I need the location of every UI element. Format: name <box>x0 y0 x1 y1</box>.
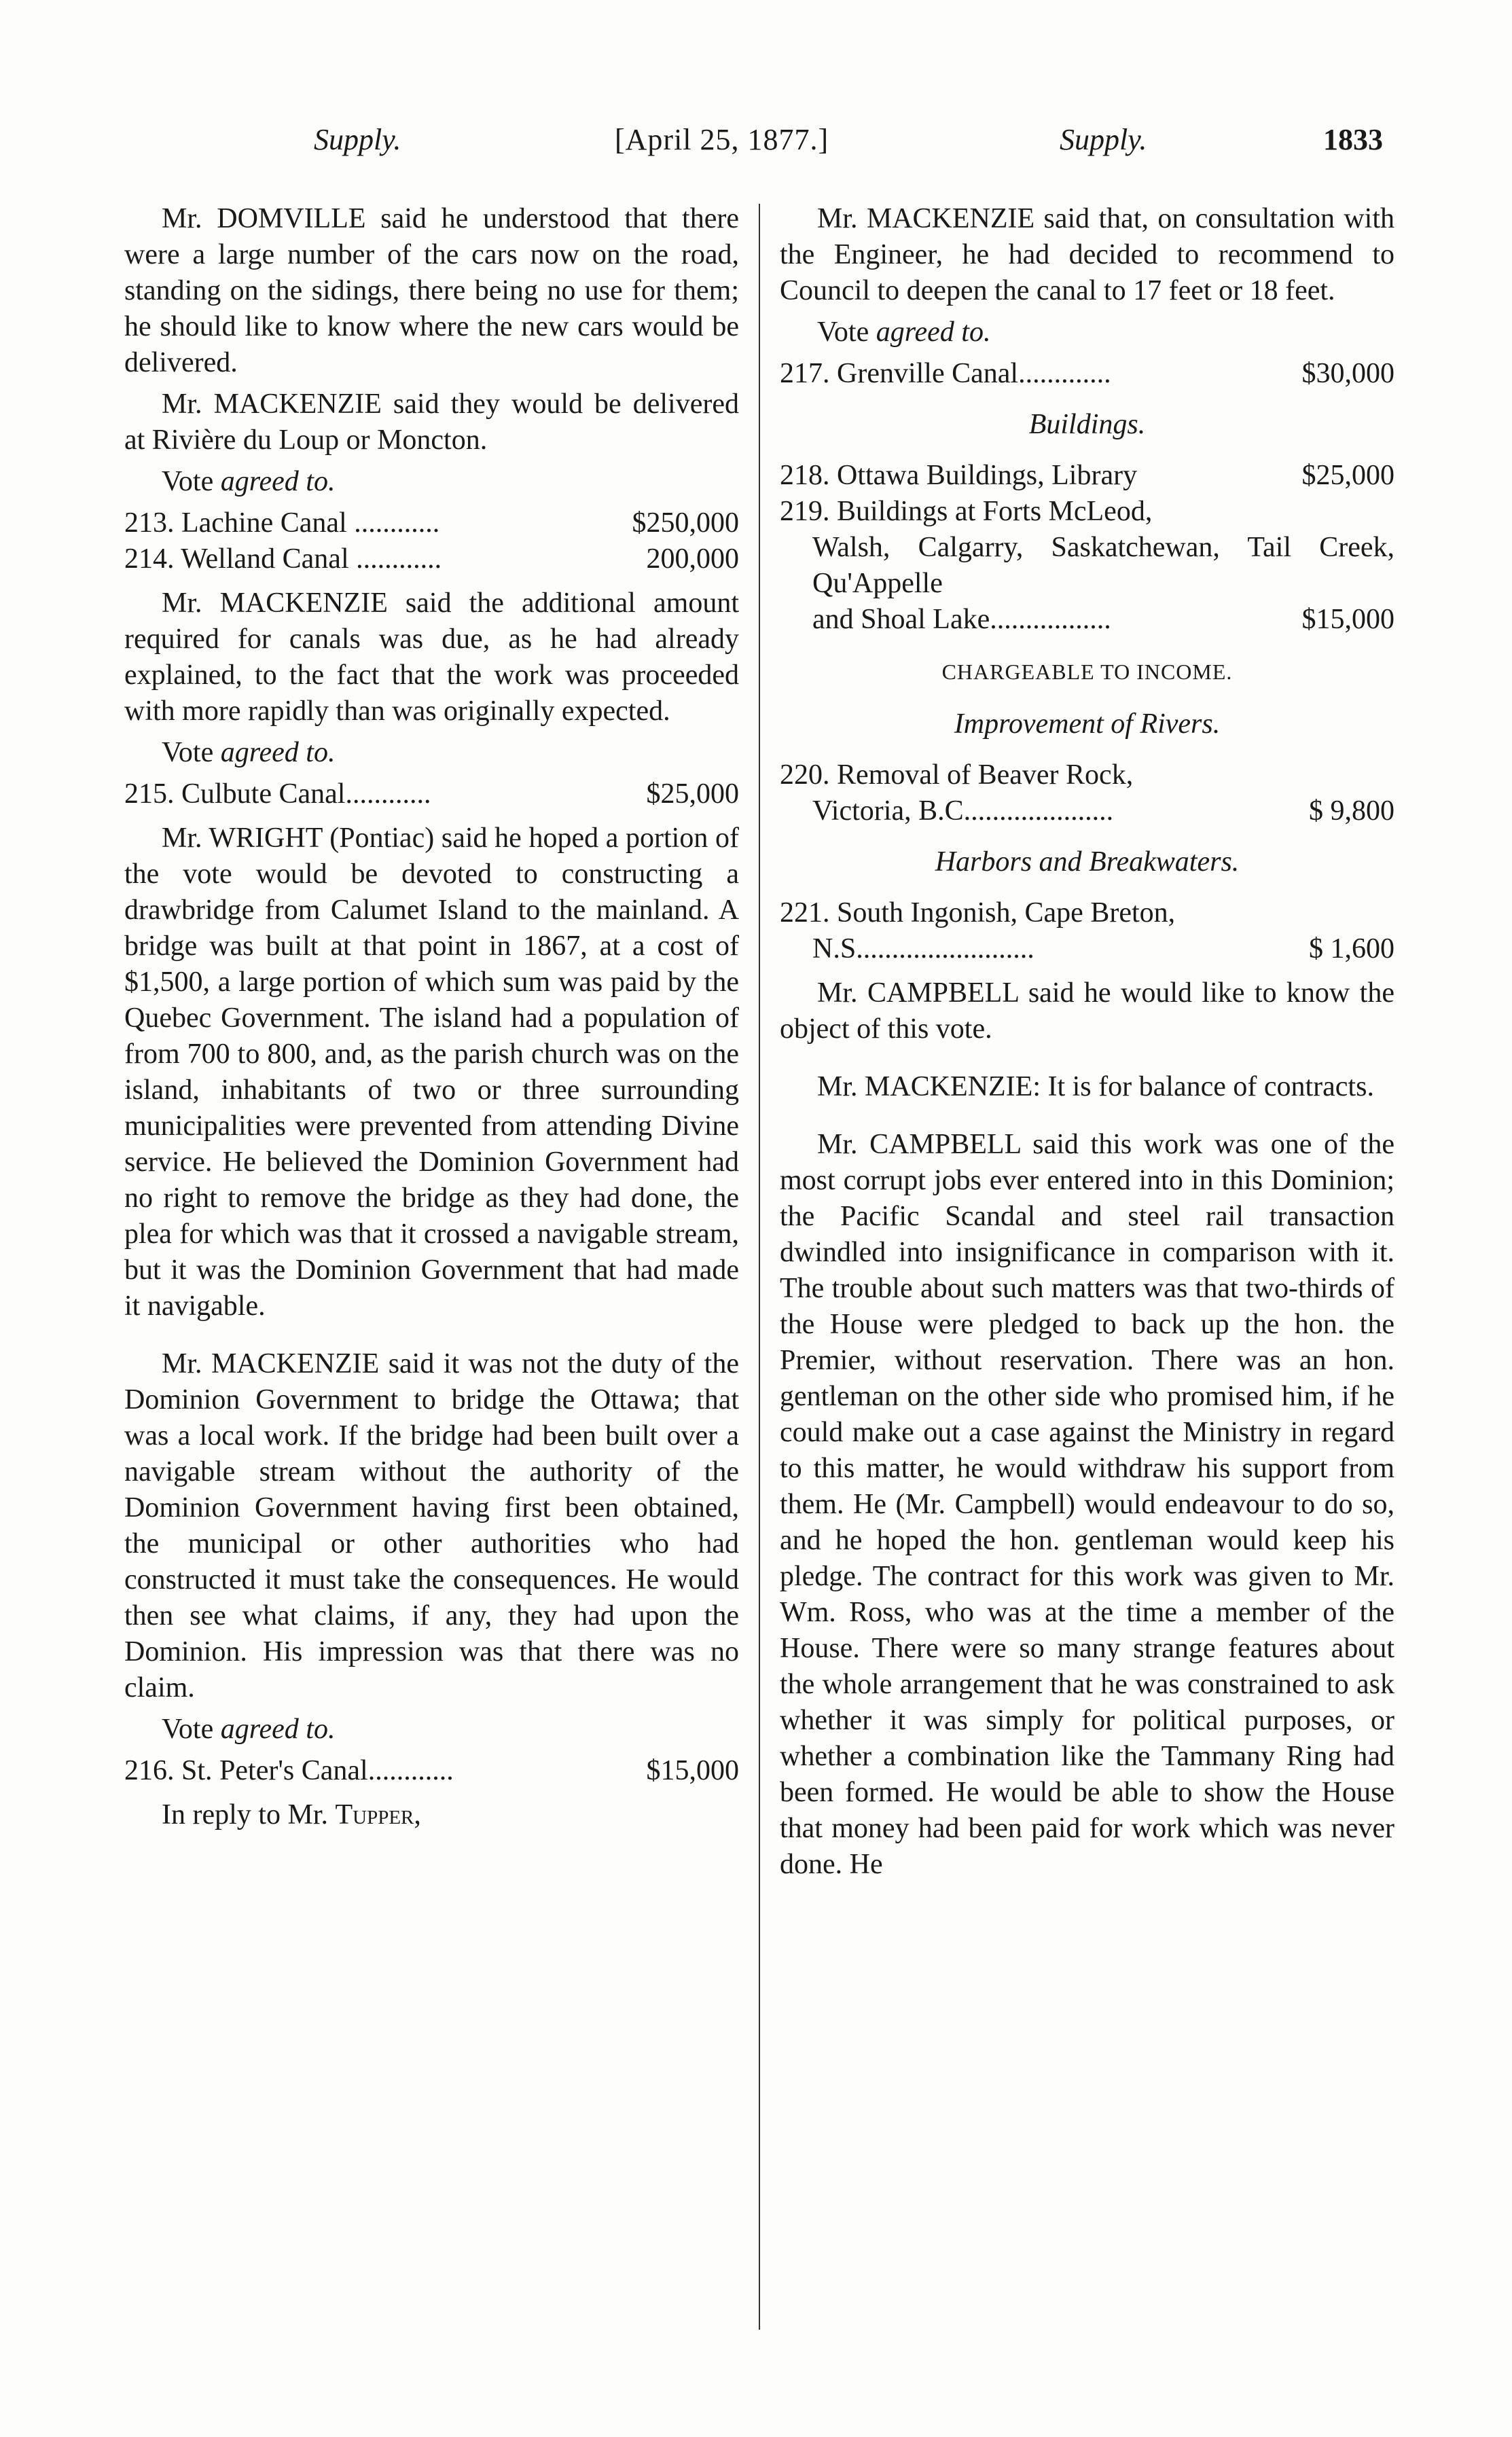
reply-prefix: In reply to Mr. <box>162 1799 336 1830</box>
item-label-cont: N.S......................... <box>812 933 1034 964</box>
item-label: 218. Ottawa Buildings, Library <box>780 460 1138 491</box>
supply-item-221 <box>780 895 1394 967</box>
paragraph: Mr. DOMVILLE said he understood that there were a large number of the cars now on the road, standing on the sidings, there being no use for them; he should like to know where the new cars would be delivered. <box>124 203 739 378</box>
paragraph: Mr. WRIGHT (Pontiac) said he hoped a portion of the vote would be devoted to constructing a drawbridge from Calumet Island to the mainland. A bridge was built at that point in 1867, at a cost of $1,500, a large portion of which sum was paid by the Quebec Government. The island had a population of from 700 to 800, and, as the parish church was on the island, inhabitants of two or three surrounding municipalities were prevented from attending Divine service. He believed the Dominion Government had no right to remove the bridge as they had done, the plea for which was that it crossed a navigable stream, but it was the Dominion Government that had made it navigable. <box>124 823 739 1322</box>
vote-line <box>124 735 739 771</box>
item-label: 213. Lachine Canal ............ <box>124 507 440 539</box>
vote-result: agreed to. <box>220 1714 336 1745</box>
supply-items <box>780 356 1394 392</box>
supply-item-218 <box>780 458 1394 494</box>
item-label: 216. St. Peter's Canal............ <box>124 1755 454 1786</box>
section-heading-income: CHARGEABLE TO INCOME. <box>941 660 1233 684</box>
item-amount: $25,000 <box>1301 460 1394 491</box>
item-amount: $15,000 <box>646 1755 739 1786</box>
vote-result: agreed to. <box>220 466 336 497</box>
paragraph: Mr. MACKENZIE said that, on consultation with the Engineer, he had decided to recommend to Council to deepen the canal to 17 feet or 18 feet. <box>780 203 1394 306</box>
vote-prefix: Vote <box>162 466 221 497</box>
vote-result: agreed to. <box>220 737 336 768</box>
item-label: 217. Grenville Canal............. <box>780 358 1111 389</box>
vote-line <box>780 314 1394 350</box>
page-number: 1833 <box>1323 123 1383 156</box>
item-amount: $ 9,800 <box>1309 795 1394 827</box>
vote-result: agreed to. <box>876 317 991 348</box>
paragraph: Mr. MACKENZIE: It is for balance of contracts. <box>817 1071 1374 1102</box>
supply-items <box>124 776 739 812</box>
header-date: [April 25, 1877.] <box>615 123 829 156</box>
supply-items <box>124 1753 739 1789</box>
item-label-cont: and Shoal Lake................. <box>812 604 1111 635</box>
item-label: 215. Culbute Canal............ <box>124 778 431 810</box>
paragraph: Mr. MACKENZIE said the additional amount required for canals was due, as he had already explained, to the fact that the work was proceeded with more rapidly than was originally expected. <box>124 588 739 727</box>
vote-prefix: Vote <box>162 737 221 768</box>
section-heading-harbors: Harbors and Breakwaters. <box>935 846 1240 878</box>
paragraph: Mr. CAMPBELL said this work was one of the most corrupt jobs ever entered into in this Dominion; the Pacific Scandal and steel rail transaction dwindled into insignificance in comparison with it. The trouble about such matters was that two-thirds of the House were pledged to back up the hon. the Premier, without reservation. There was an hon. gentleman on the other side who promised him, if he could make out a case against the Ministry in regard to this matter, he would withdraw his support from them. He (Mr. Campbell) would endeavour to do so, and he hoped the hon. gentleman would keep his pledge. The contract for this work was given to Mr. Wm. Ross, who was at the time a member of the House. There were so many strange features about the whole arrangement that he was constrained to ask whether it was simply for political purposes, or whether a combination like the Tammany Ring had been formed. He would be able to show the House that money had been paid for work which was never done. He <box>780 1129 1394 1880</box>
header-right: Supply. <box>1060 123 1147 156</box>
supply-items <box>780 757 1394 829</box>
supply-item-217 <box>780 356 1394 392</box>
vote-line <box>124 464 739 500</box>
paragraph: Mr. MACKENZIE said they would be delivered at Rivière du Loup or Moncton. <box>124 389 739 456</box>
vote-line <box>124 1712 739 1748</box>
item-label-cont: Victoria, B.C..................... <box>812 795 1114 827</box>
paragraph: Mr. MACKENZIE said it was not the duty of the Dominion Government to bridge the Ottawa; that was a local work. If the bridge had been built over a navigable stream without the authority of the Dominion Government having first been obtained, the municipal or other authorities who had constructed it must take the consequences. He would then see what claims, if any, they had upon the Dominion. His impression was that there was no claim. <box>124 1348 739 1703</box>
item-amount: $ 1,600 <box>1309 933 1394 964</box>
item-last-line <box>780 602 1394 638</box>
paragraph: Mr. CAMPBELL said he would like to know the object of this vote. <box>780 977 1394 1045</box>
paragraph <box>124 1797 739 1833</box>
item-amount: $250,000 <box>632 507 739 539</box>
left-column <box>124 201 739 1839</box>
supply-items <box>124 505 739 577</box>
vote-prefix: Vote <box>817 317 876 348</box>
vote-prefix: Vote <box>162 1714 221 1745</box>
item-label: 219. Buildings at Forts McLeod, <box>780 496 1153 527</box>
item-label: 221. South Ingonish, Cape Breton, <box>780 897 1176 928</box>
supply-item-219 <box>780 494 1394 638</box>
supply-item-216 <box>124 1753 739 1789</box>
reply-name: Tupper, <box>335 1799 421 1830</box>
section-heading-buildings: Buildings. <box>1028 409 1146 440</box>
item-amount: 200,000 <box>646 543 739 575</box>
header-left: Supply. <box>314 123 401 156</box>
supply-items <box>780 458 1394 638</box>
supply-item-220 <box>780 757 1394 829</box>
supply-items <box>780 895 1394 967</box>
item-amount: $25,000 <box>646 778 739 810</box>
item-amount: $15,000 <box>1301 604 1394 635</box>
supply-item-213 <box>124 505 739 541</box>
column-divider <box>759 204 760 2330</box>
item-label-cont: Walsh, Calgarry, Saskatchewan, Tail Creek, Qu'Appelle <box>812 532 1394 599</box>
section-heading-rivers: Improvement of Rivers. <box>954 708 1221 740</box>
supply-item-214 <box>124 541 739 577</box>
right-column <box>780 201 1394 1888</box>
item-label: 214. Welland Canal ............ <box>124 543 442 575</box>
item-last-line <box>780 793 1394 829</box>
supply-item-215 <box>124 776 739 812</box>
item-last-line <box>780 931 1394 967</box>
item-label: 220. Removal of Beaver Rock, <box>780 759 1134 791</box>
running-header <box>0 122 1512 170</box>
item-amount: $30,000 <box>1301 358 1394 389</box>
